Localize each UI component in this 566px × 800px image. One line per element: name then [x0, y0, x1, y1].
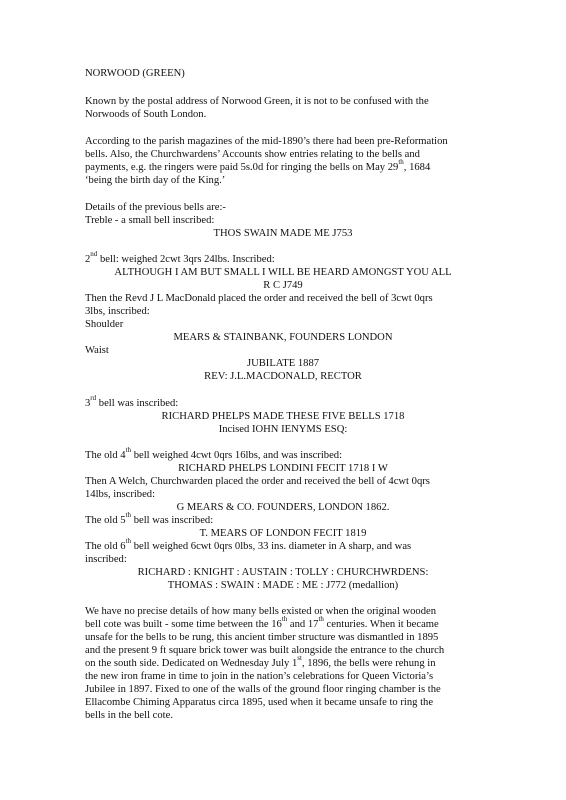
- fifth-inscription: T. MEARS OF LONDON FECIT 1819: [199, 528, 367, 539]
- sixth-inscription-2: THOMAS : SWAIN : MADE : ME : J772 (medallion): [167, 580, 399, 591]
- history-line-2: bells. Also, the Churchwardens’ Accounts show entries relating to the bells and: [85, 149, 420, 160]
- closing-line-7: Jubilee in 1897. Fixed to one of the walls of the ground floor ringing chamber is the: [85, 684, 441, 695]
- page-title: NORWOOD (GREEN): [85, 68, 185, 79]
- third-inscription: RICHARD PHELPS MADE THESE FIVE BELLS 1718: [161, 411, 405, 422]
- closing-line-1: We have no precise details of how many bells existed or when the original wooden: [85, 606, 436, 617]
- fourth-recast-line-2: 14lbs, inscribed:: [85, 489, 156, 500]
- closing-line-4: and the present 9 ft square brick tower was built alongside the entrance to the church: [85, 645, 445, 656]
- fifth-bell-line: The old 5th bell was inscribed:: [85, 511, 214, 526]
- waist-label: Waist: [85, 345, 109, 356]
- recast-line-1: Then the Revd J L MacDonald placed the order and received the bell of 3cwt 0qrs: [85, 293, 433, 304]
- third-bell-line: 3rd bell was inscribed:: [85, 394, 179, 409]
- sixth-bell-line: The old 6th bell weighed 6cwt 0qrs 0lbs, 33 ins. diameter in A sharp, and was: [85, 537, 412, 552]
- sixth-bell-line-2: inscribed:: [85, 554, 127, 565]
- third-incised: Incised IOHN IENYMS ESQ:: [218, 424, 348, 435]
- treble-inscription: THOS SWAIN MADE ME J753: [213, 228, 353, 239]
- shoulder-label: Shoulder: [85, 319, 124, 330]
- intro-line-2: Norwoods of South London.: [85, 109, 207, 120]
- closing-line-9: bells in the bell cote.: [85, 710, 173, 721]
- fourth-recast-inscription: G MEARS & CO. FOUNDERS, LONDON 1862.: [176, 502, 390, 513]
- closing-line-8: Ellacombe Chiming Apparatus circa 1895, used when it became unsafe to ring the: [85, 697, 434, 708]
- closing-line-3: unsafe for the bells to be rung, this ancient timber structure was dismantled in 1895: [85, 632, 439, 643]
- second-inscription-2: R C J749: [263, 280, 303, 291]
- waist-inscription-2: REV: J.L.MACDONALD, RECTOR: [204, 371, 362, 382]
- closing-line-5: on the south side. Dedicated on Wednesday July 1st, 1896, the bells were rehung in: [85, 654, 436, 669]
- fourth-bell-line: The old 4th bell weighed 4cwt 0qrs 16lbs, and was inscribed:: [85, 446, 343, 461]
- intro-line-1: Known by the postal address of Norwood Green, it is not to be confused with the: [85, 96, 429, 107]
- second-bell-line: 2nd bell: weighed 2cwt 3qrs 24lbs. Inscribed:: [85, 250, 275, 265]
- recast-line-2: 3lbs, inscribed:: [85, 306, 150, 317]
- closing-line-6: the new iron frame in time to join in the nation’s celebrations for Queen Victoria’s: [85, 671, 434, 682]
- sixth-inscription-1: RICHARD : KNIGHT : AUSTAIN : TOLLY : CHURCHWRDENS:: [137, 567, 429, 578]
- history-line-3: payments, e.g. the ringers were paid 5s.0d for ringing the bells on May 29th, 1684: [85, 158, 431, 173]
- waist-inscription-1: JUBILATE 1887: [246, 358, 320, 369]
- closing-line-2: bell cote was built - some time between the 16th and 17th centuries. When it became: [85, 615, 439, 630]
- history-line-4: ‘being the birth day of the King.’: [85, 175, 226, 186]
- shoulder-inscription: MEARS & STAINBANK, FOUNDERS LONDON: [173, 332, 393, 343]
- fourth-inscription: RICHARD PHELPS LONDINI FECIT 1718 I W: [178, 463, 388, 474]
- fourth-recast-line-1: Then A Welch, Churchwarden placed the order and received the bell of 4cwt 0qrs: [85, 476, 430, 487]
- bells-heading: Details of the previous bells are:-: [85, 202, 226, 213]
- treble-label: Treble - a small bell inscribed:: [85, 215, 215, 226]
- history-line-1: According to the parish magazines of the mid-1890’s there had been pre-Reformation: [85, 136, 448, 147]
- second-inscription-1: ALTHOUGH I AM BUT SMALL I WILL BE HEARD AMONGST YOU ALL: [114, 267, 452, 278]
